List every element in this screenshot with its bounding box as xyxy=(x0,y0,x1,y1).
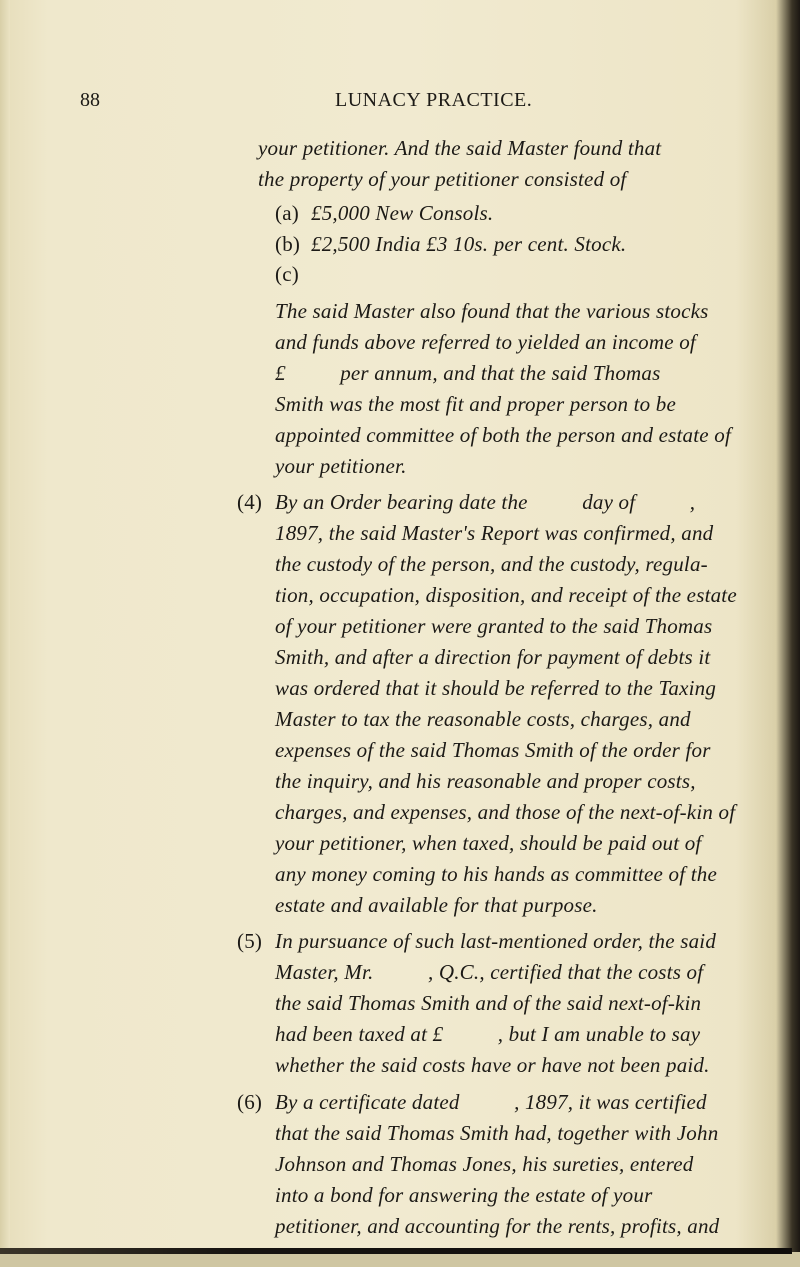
paragraph-number: (5) xyxy=(237,929,263,953)
paragraph-line: Smith was the most fit and proper person to be xyxy=(275,392,677,416)
paragraph-line: had been taxed at £ , but I am unable to say xyxy=(275,1022,701,1046)
paragraph-line: into a bond for answering the estate of your xyxy=(275,1183,653,1207)
paragraph-line: Master to tax the reasonable costs, charges, and xyxy=(275,707,691,731)
item-label: (a) xyxy=(275,201,299,225)
paragraph-line: By a certificate dated , 1897, it was certified xyxy=(275,1090,707,1114)
bottom-binding-rule xyxy=(0,1248,792,1254)
page-gutter-edge xyxy=(0,0,10,1267)
item-label: (c) xyxy=(275,262,299,286)
paragraph-number: (4) xyxy=(237,490,263,514)
paragraph-line: whether the said costs have or have not been paid. xyxy=(275,1053,710,1077)
paragraph-line: By an Order bearing date the day of , xyxy=(275,490,696,514)
item-text: £2,500 India £3 10s. per cent. Stock. xyxy=(311,232,627,256)
paragraph-line: The said Master also found that the various stocks xyxy=(275,299,709,323)
paragraph-line: the custody of the person, and the custody, regula- xyxy=(275,552,708,576)
paragraph-line: your petitioner. xyxy=(275,454,407,478)
paragraph-line: your petitioner, when taxed, should be paid out of xyxy=(275,831,702,855)
running-head xyxy=(80,85,780,115)
intro-line: the property of your petitioner consisted of xyxy=(258,167,627,191)
paragraph-line: estate and available for that purpose. xyxy=(275,893,598,917)
paragraph-number: (6) xyxy=(237,1090,263,1114)
paragraph-line: was ordered that it should be referred to the Taxing xyxy=(275,676,717,700)
item-label: (b) xyxy=(275,232,301,256)
page-number: 88 xyxy=(80,89,100,111)
paragraph-line: appointed committee of both the person and estate of xyxy=(275,423,731,447)
paragraph-line: Master, Mr. , Q.C., certified that the costs of xyxy=(275,960,704,984)
running-title: LUNACY PRACTICE. xyxy=(335,89,533,111)
page-bottom-edge xyxy=(0,1252,800,1267)
paragraph-line: of your petitioner were granted to the said Thomas xyxy=(275,614,713,638)
item-text: £5,000 New Consols. xyxy=(311,201,494,225)
paragraph-line: 1897, the said Master's Report was confirmed, and xyxy=(275,521,714,545)
paragraph-line: the said Thomas Smith and of the said next-of-kin xyxy=(275,991,702,1015)
paragraph-line: the inquiry, and his reasonable and proper costs, xyxy=(275,769,696,793)
paragraph-line: Smith, and after a direction for payment of debts it xyxy=(275,645,711,669)
paragraph-line: Johnson and Thomas Jones, his sureties, entered xyxy=(275,1152,694,1176)
paragraph-line: tion, occupation, disposition, and receipt of the estate xyxy=(275,583,737,607)
paragraph-line: In pursuance of such last-mentioned order, the said xyxy=(275,929,717,953)
paragraph-line: £ per annum, and that the said Thomas xyxy=(275,361,661,385)
paragraph-line: and funds above referred to yielded an income of xyxy=(275,330,696,354)
paragraph-line: any money coming to his hands as committee of the xyxy=(275,862,717,886)
paragraph-line: that the said Thomas Smith had, together with John xyxy=(275,1121,719,1145)
paragraph-line: charges, and expenses, and those of the next-of-kin of xyxy=(275,800,736,824)
paragraph-line: expenses of the said Thomas Smith of the order for xyxy=(275,738,711,762)
paragraph-line: petitioner, and accounting for the rents, profits, and xyxy=(275,1214,720,1238)
intro-line: your petitioner. And the said Master found that xyxy=(258,136,662,160)
